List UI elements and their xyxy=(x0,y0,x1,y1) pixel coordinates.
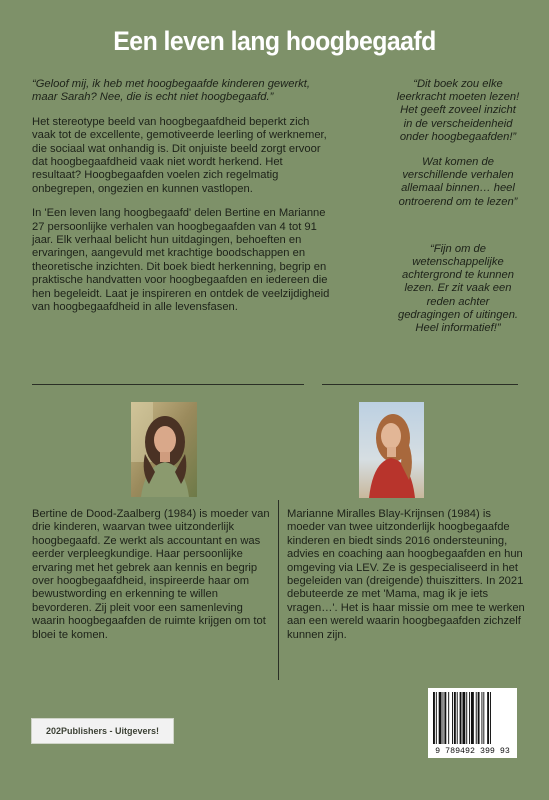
barcode-bar xyxy=(454,692,456,744)
author-photo-marianne xyxy=(359,402,424,498)
barcode-bar xyxy=(436,692,437,744)
blurb-paragraph-1: Het stereotype beeld van hoogbegaafdheid beperkt zich vaak tot de excellente, gemotiveerde leerling of werknemer, die sociaal wat onhandig is. Dit onjuiste beeld zorgt ervoor dat hoogbegaafdheid vaak niet wordt herkend. Het resultaat? Hoogbegaafden voelen zich regelmatig onbegrepen, ongezien en kunnen vastlopen. xyxy=(32,115,327,195)
lead-quote: “Geloof mij, ik heb met hoogbegaafde kinderen gewerkt, maar Sarah? Nee, die is echt niet hoogbegaafd.” xyxy=(32,78,310,104)
barcode-bar xyxy=(443,692,444,744)
section-divider-left xyxy=(32,384,304,385)
barcode-bars xyxy=(428,688,517,746)
publisher-logo xyxy=(31,718,174,744)
barcode-bar xyxy=(444,692,446,744)
blurb-column xyxy=(32,78,332,326)
review-quote-2: Wat komen de verschillende verhalen allemaal binnen… heel ontroerend om te lezen” xyxy=(398,156,518,208)
barcode-bar xyxy=(471,692,474,744)
review-quote-1: “Dit boek zou elke leerkracht moeten lezen! Het geeft zoveel inzicht in de verscheidenheid onder hoogbegaafden!” xyxy=(396,78,520,143)
isbn-barcode xyxy=(428,688,517,758)
barcode-bar xyxy=(452,692,453,744)
barcode-bar xyxy=(457,692,458,744)
barcode-bar xyxy=(460,692,462,744)
section-divider-right xyxy=(322,384,518,385)
barcode-bar xyxy=(439,692,442,744)
barcode-bar xyxy=(448,692,449,744)
author-bio-marianne: Marianne Miralles Blay-Krijnsen (1984) is moeder van twee uitzonderlijk hoogbegaafde kinderen en biedt sinds 2016 ondersteuning, advies en coaching aan hoogbegaafden en hun omgeving via LEV. Ze is gespecialiseerd in het begeleiden van (dreigende) thuiszitters. In 2021 debuteerde ze met 'Mama, mag ik je iets vragen…'. Het is haar missie om mee te werken aan een wereld waarin hoogbegaafden zichzelf kunnen zijn. xyxy=(287,508,525,641)
barcode-bar xyxy=(469,692,470,744)
book-title: Een leven lang hoogbegaafd xyxy=(113,26,436,56)
review-quote-3: “Fijn om de wetenschappelijke achtergrond te kunnen lezen. Er zit vaak een reden achter gedragingen of uitingen. Heel informatief!” xyxy=(397,242,519,335)
barcode-bar xyxy=(483,692,484,744)
barcode-bar xyxy=(490,692,491,744)
barcode-bar xyxy=(478,692,480,744)
barcode-bar xyxy=(476,692,477,744)
barcode-bar xyxy=(433,692,435,744)
reviews-column xyxy=(395,78,521,347)
barcode-bar xyxy=(462,692,465,744)
barcode-bar xyxy=(487,692,489,744)
blurb-paragraph-2: In 'Een leven lang hoogbegaafd' delen Bertine en Marianne 27 persoonlijke verhalen van hoogbegaafden van 4 tot 91 jaar. Elk verhaal belicht hun uitdagingen, behoeften en ervaringen, aangevuld met krachtige boodschappen en theoretische inzichten. Dit boek biedt herkenning, begrip en praktische handvatten voor hoogbegaafden en iedereen die hen begeleidt. Laat je inspireren en ontdek de veelzijdigheid van hoogbegaafdheid in alle levensfasen. xyxy=(32,207,330,314)
barcode-bar xyxy=(466,692,467,744)
isbn-digits: 9 789492 399 93 xyxy=(435,747,510,756)
barcode-bar xyxy=(481,692,482,744)
author-column-divider xyxy=(278,500,279,680)
author-photo-bertine xyxy=(131,402,197,497)
publisher-label: 202Publishers - Uitgevers! xyxy=(45,726,160,736)
author-bio-bertine: Bertine de Dood-Zaalberg (1984) is moeder van drie kinderen, waarvan twee uitzonderlijk hoogbegaafd. Ze werkt als accountant en was eerder verpleegkundige. Haar persoonlijke ervaring met het gebrek aan kennis en begrip over hoogbegaafdheid, inspireerde haar om bewustwording en erkenning te willen bevorderen. Zij pleit voor een samenleving waarin hoogbegaafden de ruimte krijgen om tot bloei te komen. xyxy=(32,508,270,641)
